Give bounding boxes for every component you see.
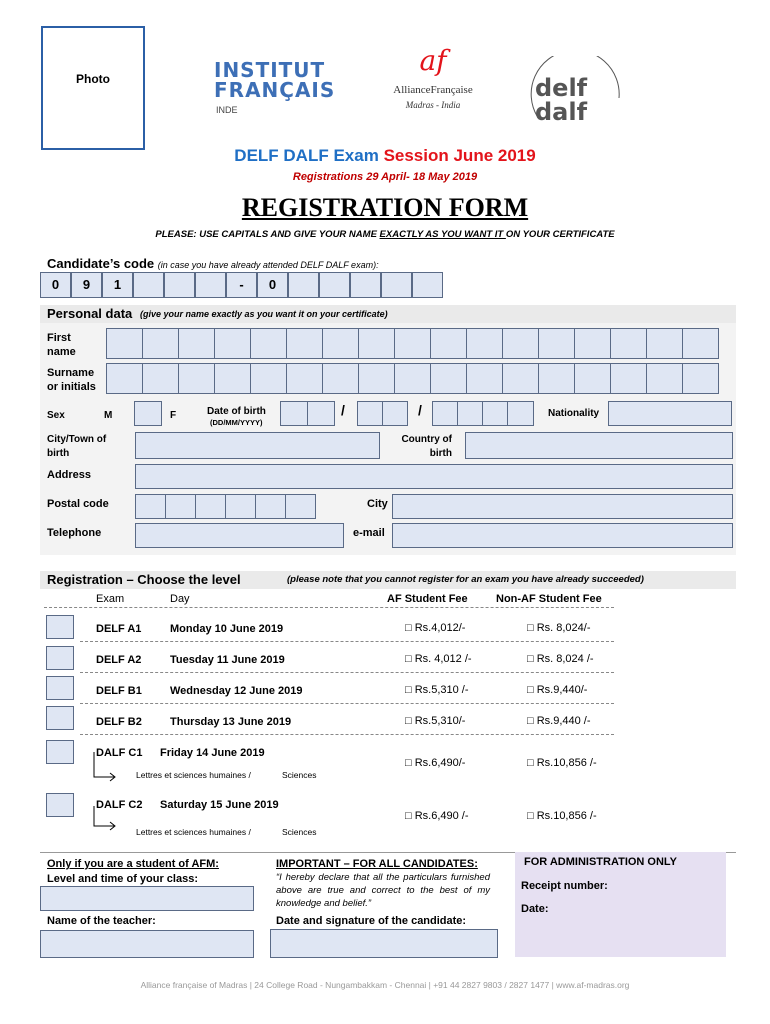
first-name-cell[interactable]	[430, 328, 467, 359]
surname-cell[interactable]	[646, 363, 683, 394]
dob-year-cell[interactable]	[432, 401, 458, 426]
afm-teacher-field[interactable]	[40, 930, 254, 958]
address-label: Address	[47, 469, 92, 481]
address-field[interactable]	[135, 464, 733, 489]
surname-cell[interactable]	[466, 363, 503, 394]
c1-option-sciences[interactable]: Sciences	[282, 770, 317, 780]
afm-level-label: Level and time of your class:	[47, 873, 198, 885]
af-fee[interactable]: □ Rs.6,490/-	[405, 757, 466, 769]
col-exam: Exam	[96, 593, 125, 605]
city-label: City	[367, 498, 388, 510]
dob-format: (DD/MM/YYYY)	[210, 418, 263, 427]
exam-name: DELF A2	[96, 654, 142, 666]
surname-cell[interactable]	[214, 363, 251, 394]
alliance-francaise-logo: af AllianceFrançaise Madras - India	[393, 44, 473, 110]
surname-cell[interactable]	[610, 363, 647, 394]
exam-day: Saturday 15 June 2019	[160, 799, 279, 811]
nonaf-fee[interactable]: □ Rs.9,440/-	[527, 684, 588, 696]
first-name-cell[interactable]	[610, 328, 647, 359]
signature-field[interactable]	[270, 929, 498, 958]
telephone-label: Telephone	[47, 527, 102, 539]
postal-code-cell[interactable]	[255, 494, 286, 519]
email-field[interactable]	[392, 523, 733, 548]
dob-day-cell[interactable]	[280, 401, 308, 426]
female-label: F	[170, 410, 177, 421]
surname-label: Surname or initials	[47, 367, 96, 393]
registration-dates: Registrations 29 April- 18 May 2019	[292, 171, 478, 183]
exam-day: Tuesday 11 June 2019	[170, 654, 285, 666]
exam-name: DALF C2	[96, 799, 143, 811]
surname-cell[interactable]	[322, 363, 359, 394]
candidate-code-heading: Candidate’s code (in case you have already attended DELF DALF exam):	[47, 256, 379, 271]
city-of-birth-label: City/Town of birth	[47, 434, 107, 459]
first-name-cell[interactable]	[538, 328, 575, 359]
af-fee[interactable]: □ Rs.4,012/-	[405, 622, 466, 634]
dalf-c2-checkbox[interactable]	[46, 793, 74, 817]
delf-b1-checkbox[interactable]	[46, 676, 74, 700]
admin-box	[515, 852, 726, 957]
first-name-cell[interactable]	[358, 328, 395, 359]
surname-cell[interactable]	[106, 363, 143, 394]
nonaf-fee[interactable]: □ Rs. 8,024/-	[527, 622, 591, 634]
first-name-cell[interactable]	[502, 328, 539, 359]
photo-label: Photo	[76, 72, 110, 86]
c2-option-sciences[interactable]: Sciences	[282, 827, 317, 837]
code-cell[interactable]: 9	[71, 272, 102, 298]
afm-title: Only if you are a student of AFM:	[47, 858, 219, 870]
postal-code-cell[interactable]	[225, 494, 256, 519]
city-field[interactable]	[392, 494, 733, 519]
c2-option-lettres[interactable]: Lettres et sciences humaines /	[136, 827, 251, 837]
personal-data-bar: Personal data (give your name exactly as you want it on your certificate)	[40, 305, 736, 323]
first-name-cell[interactable]	[178, 328, 215, 359]
code-cell[interactable]	[350, 272, 381, 298]
male-label: M	[104, 410, 113, 421]
first-name-cell[interactable]	[682, 328, 719, 359]
af-fee[interactable]: □ Rs.5,310 /-	[405, 684, 469, 696]
exam-name: DELF B1	[96, 685, 142, 697]
nonaf-fee[interactable]: □ Rs. 8,024 /-	[527, 653, 594, 665]
sex-label: Sex	[47, 410, 65, 421]
nonaf-fee[interactable]: □ Rs.10,856 /-	[527, 810, 597, 822]
first-name-cell[interactable]	[106, 328, 143, 359]
dob-slash: /	[341, 402, 345, 418]
surname-cell[interactable]	[142, 363, 179, 394]
surname-cell[interactable]	[286, 363, 323, 394]
postal-code-cell[interactable]	[165, 494, 196, 519]
country-of-birth-label: Country of birth	[401, 434, 452, 459]
delf-b2-checkbox[interactable]	[46, 706, 74, 730]
receipt-label: Receipt number:	[521, 880, 608, 892]
postal-code-label: Postal code	[47, 498, 109, 510]
delf-a1-checkbox[interactable]	[46, 615, 74, 639]
session-title	[0, 146, 770, 166]
dob-label: Date of birth	[207, 406, 266, 417]
code-cell[interactable]	[381, 272, 412, 298]
af-fee[interactable]: □ Rs.5,310/-	[405, 715, 466, 727]
postal-code-cell[interactable]	[195, 494, 226, 519]
dalf-c1-checkbox[interactable]	[46, 740, 74, 764]
signature-label: Date and signature of the candidate:	[276, 915, 467, 927]
code-cell[interactable]	[164, 272, 195, 298]
postal-code-cell[interactable]	[285, 494, 316, 519]
first-name-cell[interactable]	[142, 328, 179, 359]
surname-cell[interactable]	[502, 363, 539, 394]
email-label: e-mail	[353, 527, 385, 539]
delf-dalf-logo: delf dalf	[527, 56, 627, 134]
dob-day-cell[interactable]	[307, 401, 335, 426]
city-of-birth-field[interactable]	[135, 432, 380, 459]
code-cell[interactable]	[319, 272, 350, 298]
declaration-text: “I hereby declare that all the particulars furnished above are true and correct to the best of my knowledge and belief.”	[276, 872, 490, 909]
code-cell[interactable]: -	[226, 272, 257, 298]
country-of-birth-field[interactable]	[465, 432, 733, 459]
divider	[80, 672, 614, 673]
surname-cell[interactable]	[250, 363, 287, 394]
divider	[80, 734, 614, 735]
capitals-instruction: PLEASE: USE CAPITALS AND GIVE YOUR NAME EXACTLY AS YOU WANT IT ON YOUR CERTIFICATE	[155, 229, 615, 240]
photo-box[interactable]	[41, 26, 145, 150]
registration-bar: Registration – Choose the level (please note that you cannot register for an exam you have already succeeded)	[40, 571, 736, 589]
first-name-cell[interactable]	[250, 328, 287, 359]
exam-day: Wednesday 12 June 2019	[170, 685, 303, 697]
surname-cell[interactable]	[682, 363, 719, 394]
dob-year-cell[interactable]	[507, 401, 534, 426]
divider	[80, 703, 614, 704]
divider	[44, 607, 614, 608]
exam-day: Thursday 13 June 2019	[170, 716, 292, 728]
col-af-fee: AF Student Fee	[387, 593, 468, 605]
code-cell[interactable]: 0	[257, 272, 288, 298]
dob-month-cell[interactable]	[357, 401, 383, 426]
important-title: IMPORTANT – FOR ALL CANDIDATES:	[276, 858, 478, 870]
title-red: Session June 2019	[383, 146, 536, 165]
col-day: Day	[170, 593, 190, 605]
first-name-cell[interactable]	[394, 328, 431, 359]
af-fee[interactable]: □ Rs.6,490 /-	[405, 810, 469, 822]
code-cell[interactable]	[412, 272, 443, 298]
code-cell[interactable]: 1	[102, 272, 133, 298]
form-title: REGISTRATION FORM	[241, 193, 529, 222]
c1-option-lettres[interactable]: Lettres et sciences humaines /	[136, 770, 251, 780]
delf-a2-checkbox[interactable]	[46, 646, 74, 670]
admin-title: FOR ADMINISTRATION ONLY	[524, 856, 677, 868]
afm-level-field[interactable]	[40, 886, 254, 911]
first-name-label: First name	[47, 332, 76, 358]
code-cell[interactable]: 0	[40, 272, 71, 298]
surname-cell[interactable]	[430, 363, 467, 394]
dob-month-cell[interactable]	[382, 401, 408, 426]
dob-slash: /	[418, 402, 422, 418]
divider	[80, 641, 614, 642]
nonaf-fee[interactable]: □ Rs.10,856 /-	[527, 757, 597, 769]
nationality-field[interactable]	[608, 401, 732, 426]
dob-year-cell[interactable]	[457, 401, 483, 426]
postal-code-cell[interactable]	[135, 494, 166, 519]
afm-teacher-label: Name of the teacher:	[47, 915, 156, 927]
exam-name: DELF A1	[96, 623, 142, 635]
code-cell[interactable]	[195, 272, 226, 298]
first-name-cell[interactable]	[574, 328, 611, 359]
first-name-cell[interactable]	[322, 328, 359, 359]
code-cell[interactable]	[288, 272, 319, 298]
exam-day: Friday 14 June 2019	[160, 747, 265, 759]
first-name-cell[interactable]	[214, 328, 251, 359]
surname-cell[interactable]	[178, 363, 215, 394]
surname-cell[interactable]	[394, 363, 431, 394]
first-name-cell[interactable]	[646, 328, 683, 359]
admin-date-label: Date:	[521, 903, 549, 915]
code-cell[interactable]	[133, 272, 164, 298]
first-name-cell[interactable]	[286, 328, 323, 359]
surname-cell[interactable]	[358, 363, 395, 394]
exam-name: DALF C1	[96, 747, 143, 759]
nonaf-fee[interactable]: □ Rs.9,440 /-	[527, 715, 591, 727]
surname-cell[interactable]	[574, 363, 611, 394]
surname-cell[interactable]	[538, 363, 575, 394]
first-name-cell[interactable]	[466, 328, 503, 359]
title-blue: DELF DALF Exam	[234, 146, 379, 165]
exam-day: Monday 10 June 2019	[170, 623, 284, 635]
male-checkbox[interactable]	[134, 401, 162, 426]
telephone-field[interactable]	[135, 523, 344, 548]
institut-francais-logo: INSTITUT FRANÇAIS INDE	[214, 58, 336, 115]
dob-year-cell[interactable]	[482, 401, 508, 426]
exam-name: DELF B2	[96, 716, 142, 728]
nationality-label: Nationality	[548, 408, 600, 419]
footer: Alliance française of Madras | 24 College Road - Nungambakkam - Chennai | +91 44 2827 9803 / 2827 1477 | www.af-madras.org	[140, 980, 630, 990]
col-nonaf-fee: Non-AF Student Fee	[496, 593, 602, 605]
af-fee[interactable]: □ Rs. 4,012 /-	[405, 653, 472, 665]
